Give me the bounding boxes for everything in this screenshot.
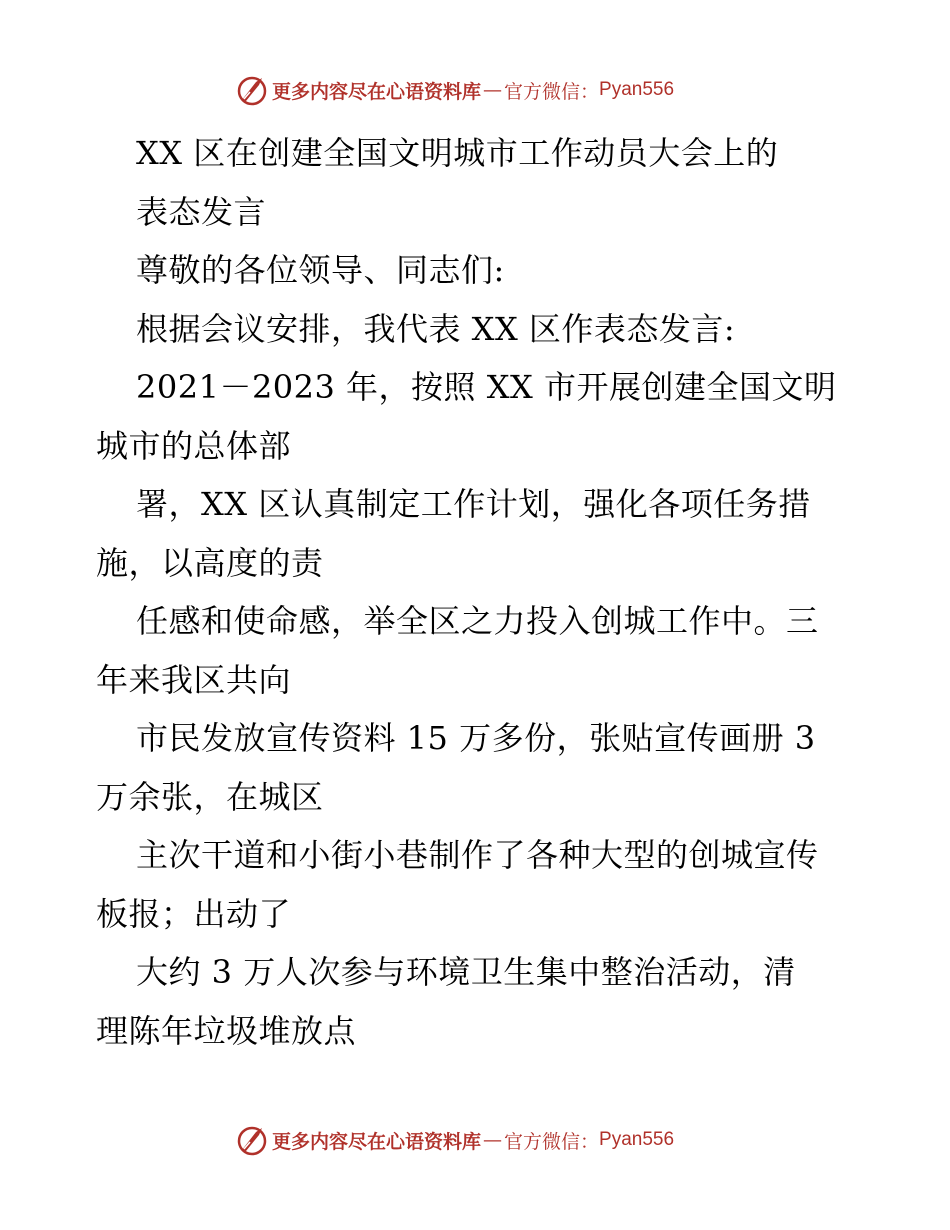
- paragraph-line: 万余张，在城区: [96, 777, 324, 816]
- paragraph-line: 2021－2023 年，按照 XX 市开展创建全国文明: [136, 368, 837, 406]
- banner-wechat-label: 官方微信：: [504, 1130, 600, 1153]
- paragraph-line: 市民发放宣传资料 15 万多份，张贴宣传画册 3: [136, 719, 816, 757]
- banner-wechat-id: Pyan556: [599, 1129, 675, 1150]
- paragraph-line: 板报；出动了: [96, 894, 292, 933]
- paragraph-line: 施，以高度的责: [96, 543, 324, 582]
- header-banner: [236, 72, 674, 108]
- document-body: [96, 124, 866, 1060]
- paragraph-line: 城市的总体部: [96, 426, 292, 465]
- banner-wechat-id: Pyan556: [599, 79, 675, 100]
- paragraph-line: 署，XX 区认真制定工作计划，强化各项任务措: [136, 485, 811, 523]
- banner-wechat-label: 官方微信：: [504, 80, 600, 103]
- quill-pen-icon: [236, 74, 268, 106]
- paragraph-line: 根据会议安排，我代表 XX 区作表态发言:: [136, 309, 736, 348]
- banner-main-text: 更多内容尽在心语资料库: [272, 1130, 482, 1153]
- salutation: 尊敬的各位领导、同志们:: [136, 251, 505, 289]
- paragraph-line: 主次干道和小街小巷制作了各种大型的创城宣传: [136, 836, 819, 874]
- paragraph-line: 理陈年垃圾堆放点: [96, 1011, 357, 1050]
- paragraph-line: 大约 3 万人次参与环境卫生集中整治活动，清: [136, 953, 796, 991]
- document-title-line-1: XX 区在创建全国文明城市工作动员大会上的: [136, 134, 779, 172]
- banner-separator: —: [483, 79, 503, 101]
- banner-main-text: 更多内容尽在心语资料库: [272, 80, 482, 103]
- banner-separator: —: [483, 1129, 503, 1151]
- paragraph-line: 年来我区共向: [96, 660, 292, 699]
- footer-banner: [236, 1122, 674, 1158]
- paragraph-line: 任感和使命感，举全区之力投入创城工作中。三: [136, 602, 819, 640]
- document-title-line-2: 表态发言: [136, 192, 267, 231]
- quill-pen-icon: [236, 1124, 268, 1156]
